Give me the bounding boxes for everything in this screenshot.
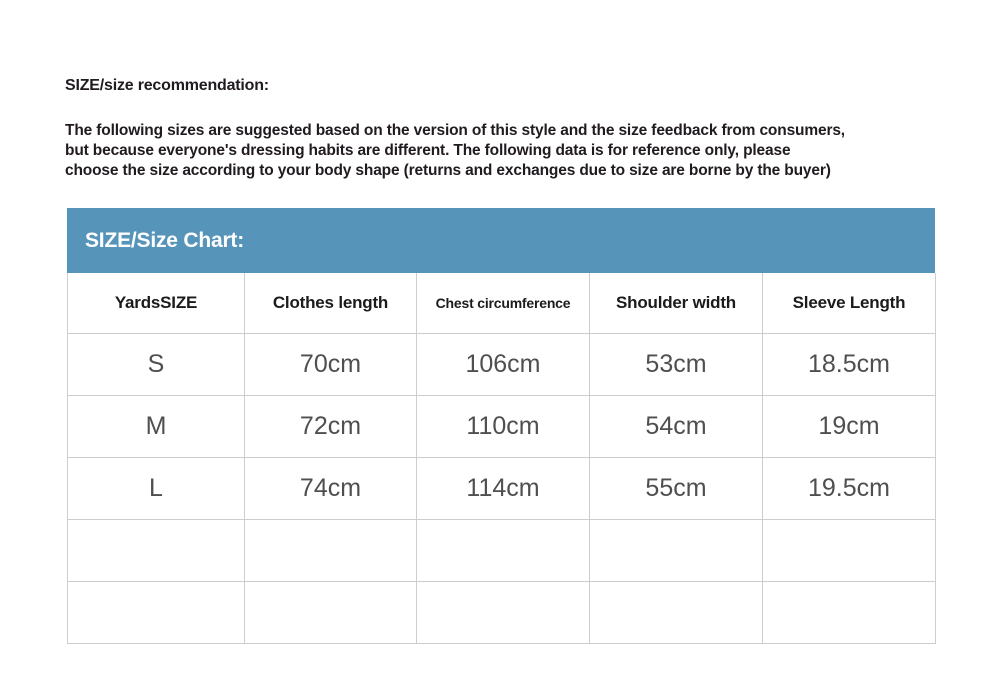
column-header-yards-size: YardsSIZE — [68, 273, 245, 333]
cell-shoulder-width: 53cm — [590, 333, 763, 395]
cell-empty — [590, 519, 763, 581]
size-table-header-row — [68, 273, 936, 333]
cell-chest-circumference: 106cm — [417, 333, 590, 395]
cell-chest-circumference: 114cm — [417, 457, 590, 519]
size-chart-title-bar — [67, 208, 935, 273]
column-header-shoulder-width: Shoulder width — [590, 273, 763, 333]
cell-empty — [417, 581, 590, 643]
size-row-empty — [68, 581, 936, 643]
size-row-m — [68, 395, 936, 457]
size-chart — [67, 208, 935, 644]
cell-empty — [68, 581, 245, 643]
cell-size: M — [68, 395, 245, 457]
cell-empty — [763, 581, 936, 643]
cell-size: S — [68, 333, 245, 395]
cell-empty — [417, 519, 590, 581]
cell-size: L — [68, 457, 245, 519]
page-heading: SIZE/size recommendation: — [65, 77, 269, 94]
size-chart-title: SIZE/Size Chart: — [85, 228, 244, 252]
cell-empty — [245, 581, 417, 643]
size-row-s — [68, 333, 936, 395]
column-header-clothes-length: Clothes length — [245, 273, 417, 333]
cell-empty — [763, 519, 936, 581]
intro-paragraph — [65, 121, 945, 181]
cell-clothes-length: 72cm — [245, 395, 417, 457]
size-table — [67, 273, 936, 644]
cell-chest-circumference: 110cm — [417, 395, 590, 457]
cell-sleeve-length: 19cm — [763, 395, 936, 457]
intro-line: The following sizes are suggested based on the version of this style and the size feedback from consumers, — [65, 122, 845, 139]
size-row-empty — [68, 519, 936, 581]
intro-line: but because everyone's dressing habits are different. The following data is for reference only, please — [65, 142, 791, 159]
cell-clothes-length: 74cm — [245, 457, 417, 519]
cell-clothes-length: 70cm — [245, 333, 417, 395]
cell-empty — [68, 519, 245, 581]
cell-shoulder-width: 55cm — [590, 457, 763, 519]
cell-sleeve-length: 18.5cm — [763, 333, 936, 395]
cell-shoulder-width: 54cm — [590, 395, 763, 457]
cell-empty — [245, 519, 417, 581]
column-header-chest-circumference: Chest circumference — [417, 273, 590, 333]
intro-line: choose the size according to your body shape (returns and exchanges due to size are borne by the buyer) — [65, 162, 831, 179]
cell-sleeve-length: 19.5cm — [763, 457, 936, 519]
cell-empty — [590, 581, 763, 643]
column-header-sleeve-length: Sleeve Length — [763, 273, 936, 333]
size-row-l — [68, 457, 936, 519]
